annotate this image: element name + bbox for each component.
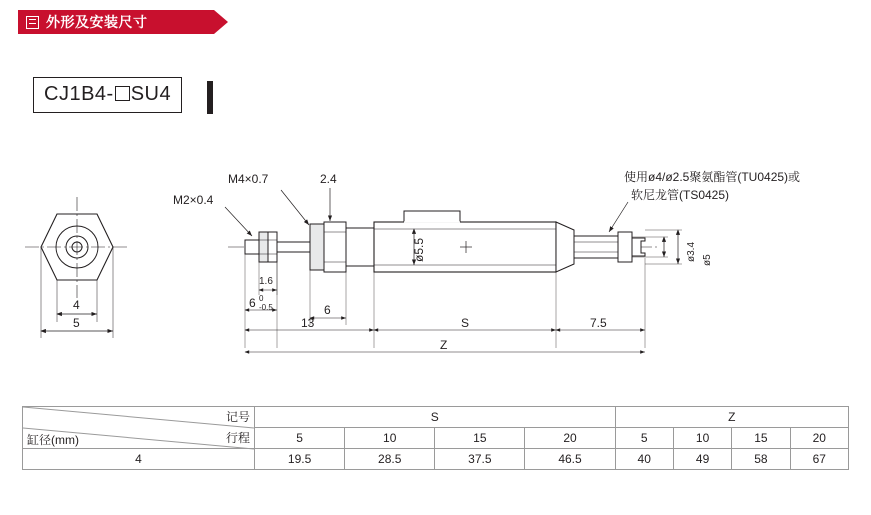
label-dia5: ø5 [702,254,713,266]
table-cell-s-5: 19.5 [255,449,345,470]
table-cell-s-10: 28.5 [345,449,435,470]
table-cell-s-20: 46.5 [525,449,615,470]
label-note-line1: 使用ø4/ø2.5聚氨酯管(TU0425)或 [624,170,801,184]
table-corner-cell [23,407,255,449]
table-group-Z: Z [615,407,848,428]
label-6tol-upper: 0 [259,294,264,303]
leader-m2 [225,207,252,236]
table-cell-bore: 4 [23,449,255,470]
label-13: 13 [301,316,315,330]
label-6tol-lower: -0.5 [259,303,273,312]
leader-note [609,202,628,232]
table-cell-s-15: 37.5 [435,449,525,470]
label-24: 2.4 [320,172,337,186]
label-m4: M4×0.7 [228,172,269,186]
table-stroke-header-1: 10 [345,428,435,449]
label-S: S [461,316,470,330]
table-stroke-header-4: 5 [615,428,673,449]
dimension-table-grid [22,406,849,470]
table-cell-z-10: 49 [673,449,731,470]
side-view [228,211,660,272]
label-front-4: 4 [73,298,80,312]
table-corner-stroke: 行程 [225,431,250,445]
label-6tol: 6 [249,296,256,310]
model-prefix: CJ1B4- [44,83,114,105]
table-header-row-groups [23,407,849,428]
table-stroke-header-0: 5 [255,428,345,449]
table-group-S: S [255,407,616,428]
label-dia34: ø3.4 [686,241,697,262]
table-row [23,449,849,470]
table-stroke-header-7: 20 [790,428,848,449]
table-cell-z-5: 40 [615,449,673,470]
table-cell-z-20: 67 [790,449,848,470]
leader-m4 [281,190,309,225]
model-suffix: SU4 [130,83,172,105]
table-corner-symbol: 记号 [225,410,250,424]
dimension-table [22,406,849,470]
label-Z: Z [440,338,448,352]
table-cell-z-15: 58 [732,449,790,470]
table-stroke-header-6: 15 [732,428,790,449]
table-stroke-header-2: 15 [435,428,525,449]
label-note-line2: 软尼龙管(TS0425) [631,188,730,202]
table-stroke-header-5: 10 [673,428,731,449]
label-16: 1.6 [259,276,273,287]
table-corner-bore: 缸径(mm) [27,433,79,447]
section-title: 外形及安装尺寸 [46,14,148,30]
label-m2: M2×0.4 [173,193,214,207]
label-75: 7.5 [590,316,607,330]
front-view [25,197,129,298]
table-stroke-header-3: 20 [525,428,615,449]
label-front-5: 5 [73,316,80,330]
label-6: 6 [324,303,331,317]
label-dia55: ø5.5 [412,237,426,262]
